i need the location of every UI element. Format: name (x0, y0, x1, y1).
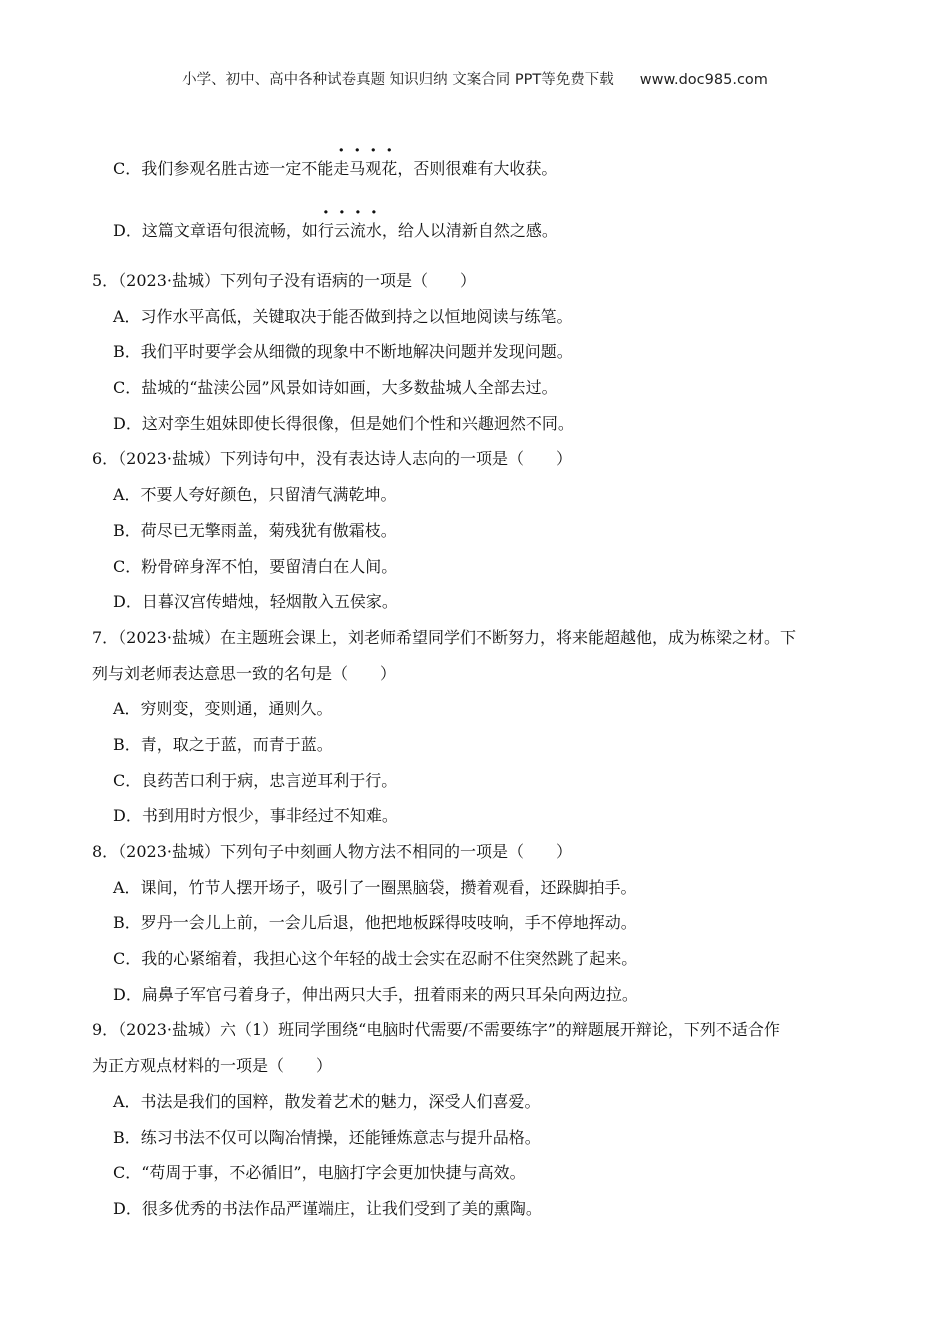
q5-stem: 5．（2023·盐城）下列句子没有语病的一项是（ ） (92, 271, 476, 290)
q8-option-b: B．罗丹一会儿上前，一会儿后退，他把地板踩得吱吱响，手不停地挥动。 (113, 913, 637, 932)
emphasis-char: 马 (349, 159, 366, 178)
q9-option-b: B．练习书法不仅可以陶冶情操，还能锤炼意志与提升品格。 (113, 1128, 541, 1147)
q4-option-d-post: ，给人以清新自然之感。 (381, 221, 558, 240)
emphasis-char: 流 (349, 221, 366, 240)
header-title: 小学、初中、高中各种试卷真题 知识归纳 文案合同 PPT等免费下载 (182, 72, 614, 88)
q5-option-d: D．这对孪生姐妹即使长得很像，但是她们个性和兴趣迥然不同。 (113, 414, 574, 433)
q4-option-c-post: ，否则很难有大收获。 (397, 159, 558, 178)
emphasis-char: 行 (317, 221, 334, 240)
q4-option-c (113, 158, 557, 180)
q8-option-a: A．课间，竹节人摆开场子，吸引了一圈黑脑袋，攒着观看，还跺脚拍手。 (113, 878, 637, 897)
q8-option-d: D．扁鼻子军官弓着身子，伸出两只大手，扭着雨来的两只耳朵向两边拉。 (113, 985, 638, 1004)
q4-option-d (113, 220, 558, 242)
emphasis-char: 走 (333, 159, 350, 178)
q6-option-c: C．粉骨碎身浑不怕，要留清白在人间。 (113, 557, 398, 576)
q5-option-b: B．我们平时要学会从细微的现象中不断地解决问题并发现问题。 (113, 342, 573, 361)
q4-option-c-pre: C．我们参观名胜古迹一定不能 (113, 159, 334, 178)
header-url[interactable]: www.doc985.com (639, 72, 768, 88)
q6-option-a: A．不要人夸好颜色，只留清气满乾坤。 (113, 485, 397, 504)
q5-option-c: C．盐城的“盐渎公园”风景如诗如画，大多数盐城人全部去过。 (113, 378, 558, 397)
q7-option-b: B．青，取之于蓝，而青于蓝。 (113, 735, 333, 754)
q8-option-c: C．我的心紧缩着，我担心这个年轻的战士会实在忍耐不住突然跳了起来。 (113, 949, 638, 968)
q7-option-c: C．良药苦口利于病，忠言逆耳利于行。 (113, 771, 398, 790)
q8-stem: 8．（2023·盐城）下列句子中刻画人物方法不相同的一项是（ ） (92, 842, 572, 861)
emphasis-char: 云 (333, 221, 350, 240)
q7-option-d: D．书到用时方恨少，事非经过不知难。 (113, 806, 398, 825)
q4-option-d-pre: D．这篇文章语句很流畅，如 (113, 221, 318, 240)
q9-stem-line1: 9．（2023·盐城）六（1）班同学围绕“电脑时代需要/不需要练字”的辩题展开辩论，下列不适合作 (92, 1020, 780, 1039)
q9-stem-line2: 为正方观点材料的一项是（ ） (92, 1056, 333, 1075)
q9-option-d: D．很多优秀的书法作品严谨端庄，让我们受到了美的熏陶。 (113, 1199, 542, 1218)
q9-option-a: A．书法是我们的国粹，散发着艺术的魅力，深受人们喜爱。 (113, 1092, 541, 1111)
page-header (0, 68, 950, 89)
q7-stem-line1: 7．（2023·盐城）在主题班会课上，刘老师希望同学们不断努力，将来能超越他，成为栋梁之材。下 (92, 628, 796, 647)
q7-stem-line2: 列与刘老师表达意思一致的名句是（ ） (92, 664, 397, 683)
q6-option-d: D．日暮汉宫传蜡烛，轻烟散入五侯家。 (113, 592, 398, 611)
emphasis-char: 花 (381, 159, 398, 178)
q7-option-a: A．穷则变，变则通，通则久。 (113, 699, 333, 718)
emphasis-char: 水 (365, 221, 382, 240)
q6-stem: 6．（2023·盐城）下列诗句中，没有表达诗人志向的一项是（ ） (92, 449, 572, 468)
q9-option-c: C．“苟周于事，不必循旧”，电脑打字会更加快捷与高效。 (113, 1163, 526, 1182)
emphasis-char: 观 (365, 159, 382, 178)
q6-option-b: B．荷尽已无擎雨盖，菊残犹有傲霜枝。 (113, 521, 397, 540)
q5-option-a: A．习作水平高低，关键取决于能否做到持之以恒地阅读与练笔。 (113, 307, 573, 326)
